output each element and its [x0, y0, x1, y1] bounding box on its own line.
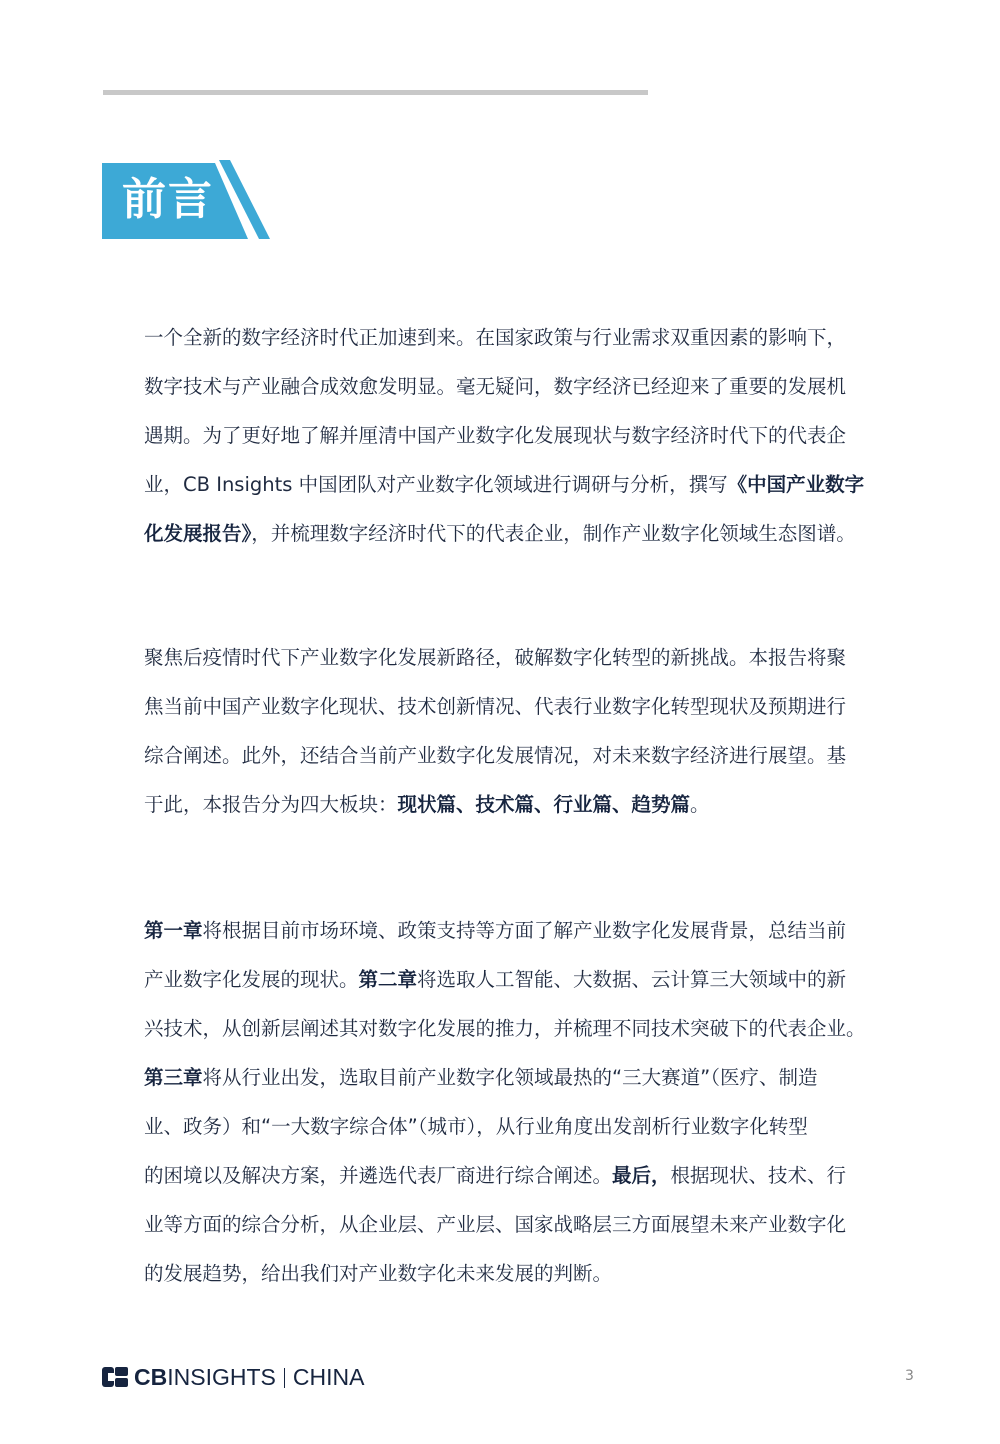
text-segment: 兴技术，从创新层阐述其对数字化发展的推力，并梳理不同技术突破下的代表企业。	[144, 1017, 866, 1040]
top-divider	[103, 90, 648, 95]
text-segment: 业、政务）和“一大数字综合体”（城市），从行业角度出发剖析行业数字化转型	[144, 1115, 808, 1138]
text-line	[144, 1249, 904, 1298]
bold-text-segment: 化发展报告》	[144, 522, 252, 545]
text-segment: 焦当前中国产业数字化现状、技术创新情况、代表行业数字化转型现状及预期进行	[144, 695, 847, 718]
text-line	[144, 906, 904, 955]
text-segment: 业，CB Insights 中国团队对产业数字化领域进行调研与分析，撰写	[144, 473, 728, 496]
text-line	[144, 411, 904, 460]
text-segment: 将根据目前市场环境、政策支持等方面了解产业数字化发展背景，总结当前	[202, 919, 847, 942]
text-segment: 综合阐述。此外，还结合当前产业数字化发展情况，对未来数字经济进行展望。基	[144, 744, 847, 767]
bold-text-segment: 《中国产业数字	[727, 473, 865, 496]
text-segment: 一个全新的数字经济时代正加速到来。在国家政策与行业需求双重因素的影响下，	[144, 326, 847, 349]
page-title: 前言	[122, 174, 214, 225]
bold-text-segment: 最后，	[612, 1164, 671, 1187]
text-segment: 将选取人工智能、大数据、云计算三大领域中的新	[417, 968, 847, 991]
cb-insights-china-logo	[102, 1363, 364, 1391]
section-title-banner	[102, 160, 272, 242]
text-line	[144, 731, 904, 780]
text-segment: 的困境以及解决方案，并遴选代表厂商进行综合阐述。	[144, 1164, 613, 1187]
text-segment: ，并梳理数字经济时代下的代表企业，制作产业数字化领域生态图谱。	[251, 522, 856, 545]
text-line	[144, 780, 904, 829]
text-segment: 。	[690, 793, 710, 816]
text-line	[144, 1200, 904, 1249]
text-segment: 聚焦后疫情时代下产业数字化发展新路径，破解数字化转型的新挑战。本报告将聚	[144, 646, 847, 669]
text-line	[144, 955, 904, 1004]
logo-cb-text: CB	[134, 1364, 168, 1390]
logo-separator	[284, 1368, 285, 1388]
text-segment: 数字技术与产业融合成效愈发明显。毫无疑问，数字经济已经迎来了重要的发展机	[144, 375, 847, 398]
text-line	[144, 1151, 904, 1200]
text-segment: 产业数字化发展的现状。	[144, 968, 359, 991]
text-line	[144, 633, 904, 682]
text-line	[144, 313, 904, 362]
preface-paragraph-3	[144, 906, 904, 1298]
preface-paragraph-1	[144, 313, 904, 558]
text-line	[144, 509, 904, 558]
text-line	[144, 1102, 904, 1151]
bold-text-segment: 现状篇、技术篇、行业篇、趋势篇	[397, 793, 691, 816]
text-segment: 根据现状、技术、行	[670, 1164, 847, 1187]
logo-insights-text: INSIGHTS	[167, 1364, 276, 1390]
text-line	[144, 1004, 904, 1053]
text-line	[144, 362, 904, 411]
text-segment: 业等方面的综合分析，从企业层、产业层、国家战略层三方面展望未来产业数字化	[144, 1213, 847, 1236]
bold-text-segment: 第三章	[144, 1066, 203, 1089]
text-segment: 于此，本报告分为四大板块：	[144, 793, 398, 816]
text-segment: 遇期。为了更好地了解并厘清中国产业数字化发展现状与数字经济时代下的代表企	[144, 424, 847, 447]
logo-china-text: CHINA	[292, 1364, 365, 1390]
text-segment: 将从行业出发，选取目前产业数字化领域最热的“三大赛道”（医疗、制造	[202, 1066, 818, 1089]
text-line	[144, 1053, 904, 1102]
text-line	[144, 460, 904, 509]
page-number: 3	[905, 1368, 914, 1384]
text-line	[144, 682, 904, 731]
preface-paragraph-2	[144, 633, 904, 829]
cb-logo-mark-icon	[102, 1367, 128, 1387]
bold-text-segment: 第二章	[358, 968, 418, 991]
bold-text-segment: 第一章	[144, 919, 203, 942]
text-segment: 的发展趋势，给出我们对产业数字化未来发展的判断。	[144, 1262, 613, 1285]
